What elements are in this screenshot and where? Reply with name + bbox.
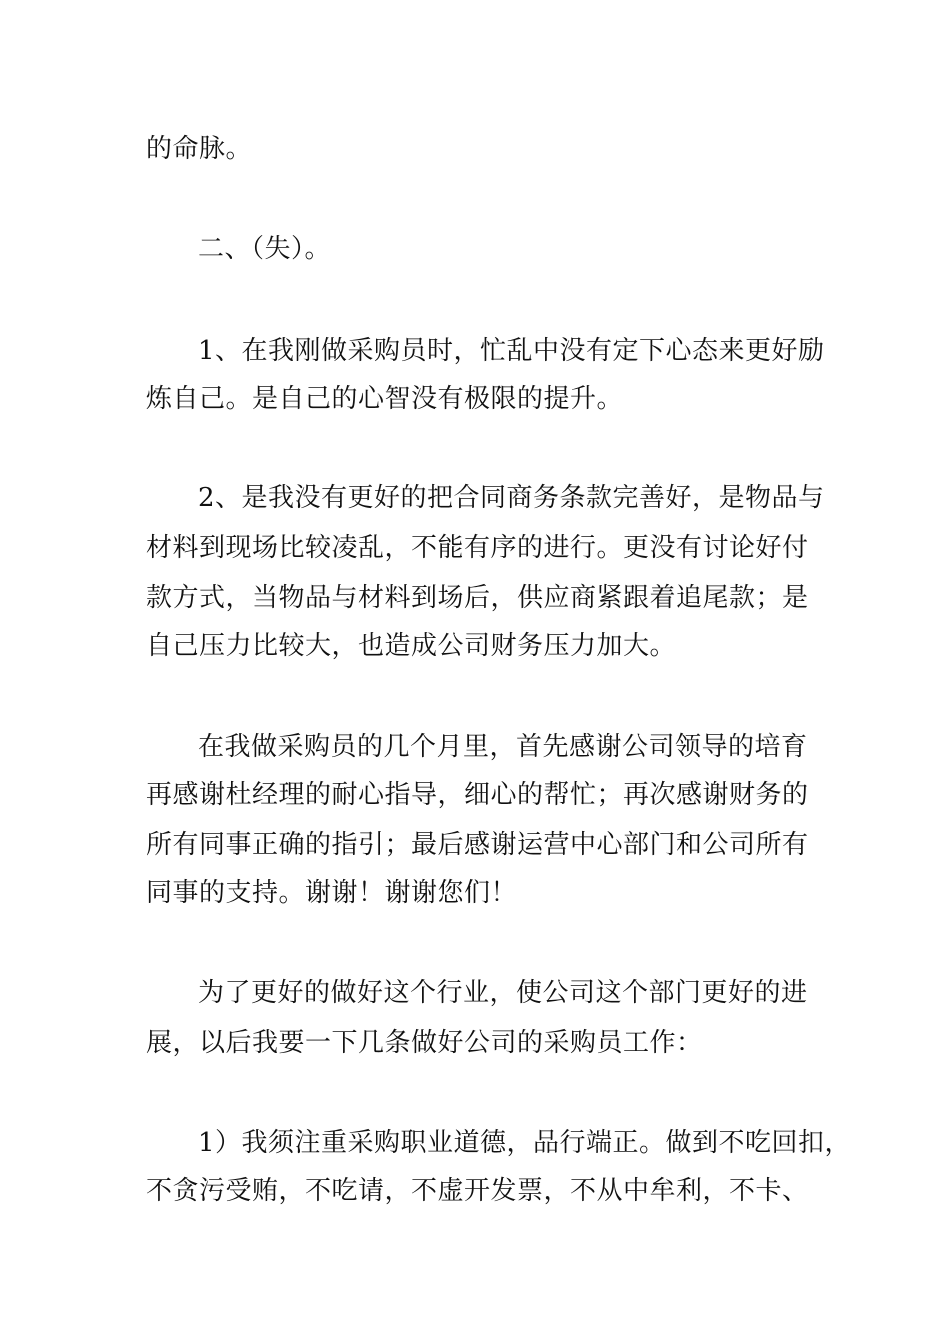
paragraph-line: 在我做采购员的几个月里，首先感谢公司领导的培育 bbox=[198, 732, 808, 762]
paragraph-line: 材料到现场比较凌乱，不能有序的进行。更没有讨论好付 bbox=[146, 533, 809, 563]
paragraph-line: 展，以后我要一下几条做好公司的采购员工作： bbox=[146, 1028, 703, 1058]
paragraph-line: 1、在我刚做采购员时，忙乱中没有定下心态来更好励 bbox=[198, 336, 825, 366]
paragraph-line: 所有同事正确的指引；最后感谢运营中心部门和公司所有 bbox=[146, 830, 809, 860]
paragraph-line: 炼自己。是自己的心智没有极限的提升。 bbox=[146, 384, 624, 414]
section-heading: 二、（失）。 bbox=[198, 234, 332, 264]
paragraph-line: 不贪污受贿，不吃请，不虚开发票，不从中牟利，不卡、 bbox=[146, 1176, 809, 1206]
paragraph-line: 款方式，当物品与材料到场后，供应商紧跟着追尾款；是 bbox=[146, 583, 809, 613]
paragraph-line: 同事的支持。谢谢！谢谢您们！ bbox=[146, 878, 518, 908]
paragraph-line: 1）我须注重采购职业道德，品行端正。做到不吃回扣， bbox=[198, 1128, 852, 1158]
paragraph-line: 为了更好的做好这个行业，使公司这个部门更好的进 bbox=[198, 978, 808, 1008]
paragraph-line: 的命脉。 bbox=[146, 134, 253, 164]
paragraph-line: 自己压力比较大，也造成公司财务压力加大。 bbox=[146, 631, 677, 661]
paragraph-line: 2、是我没有更好的把合同商务条款完善好，是物品与 bbox=[198, 483, 825, 513]
paragraph-line: 再感谢杜经理的耐心指导，细心的帮忙；再次感谢财务的 bbox=[146, 780, 809, 810]
